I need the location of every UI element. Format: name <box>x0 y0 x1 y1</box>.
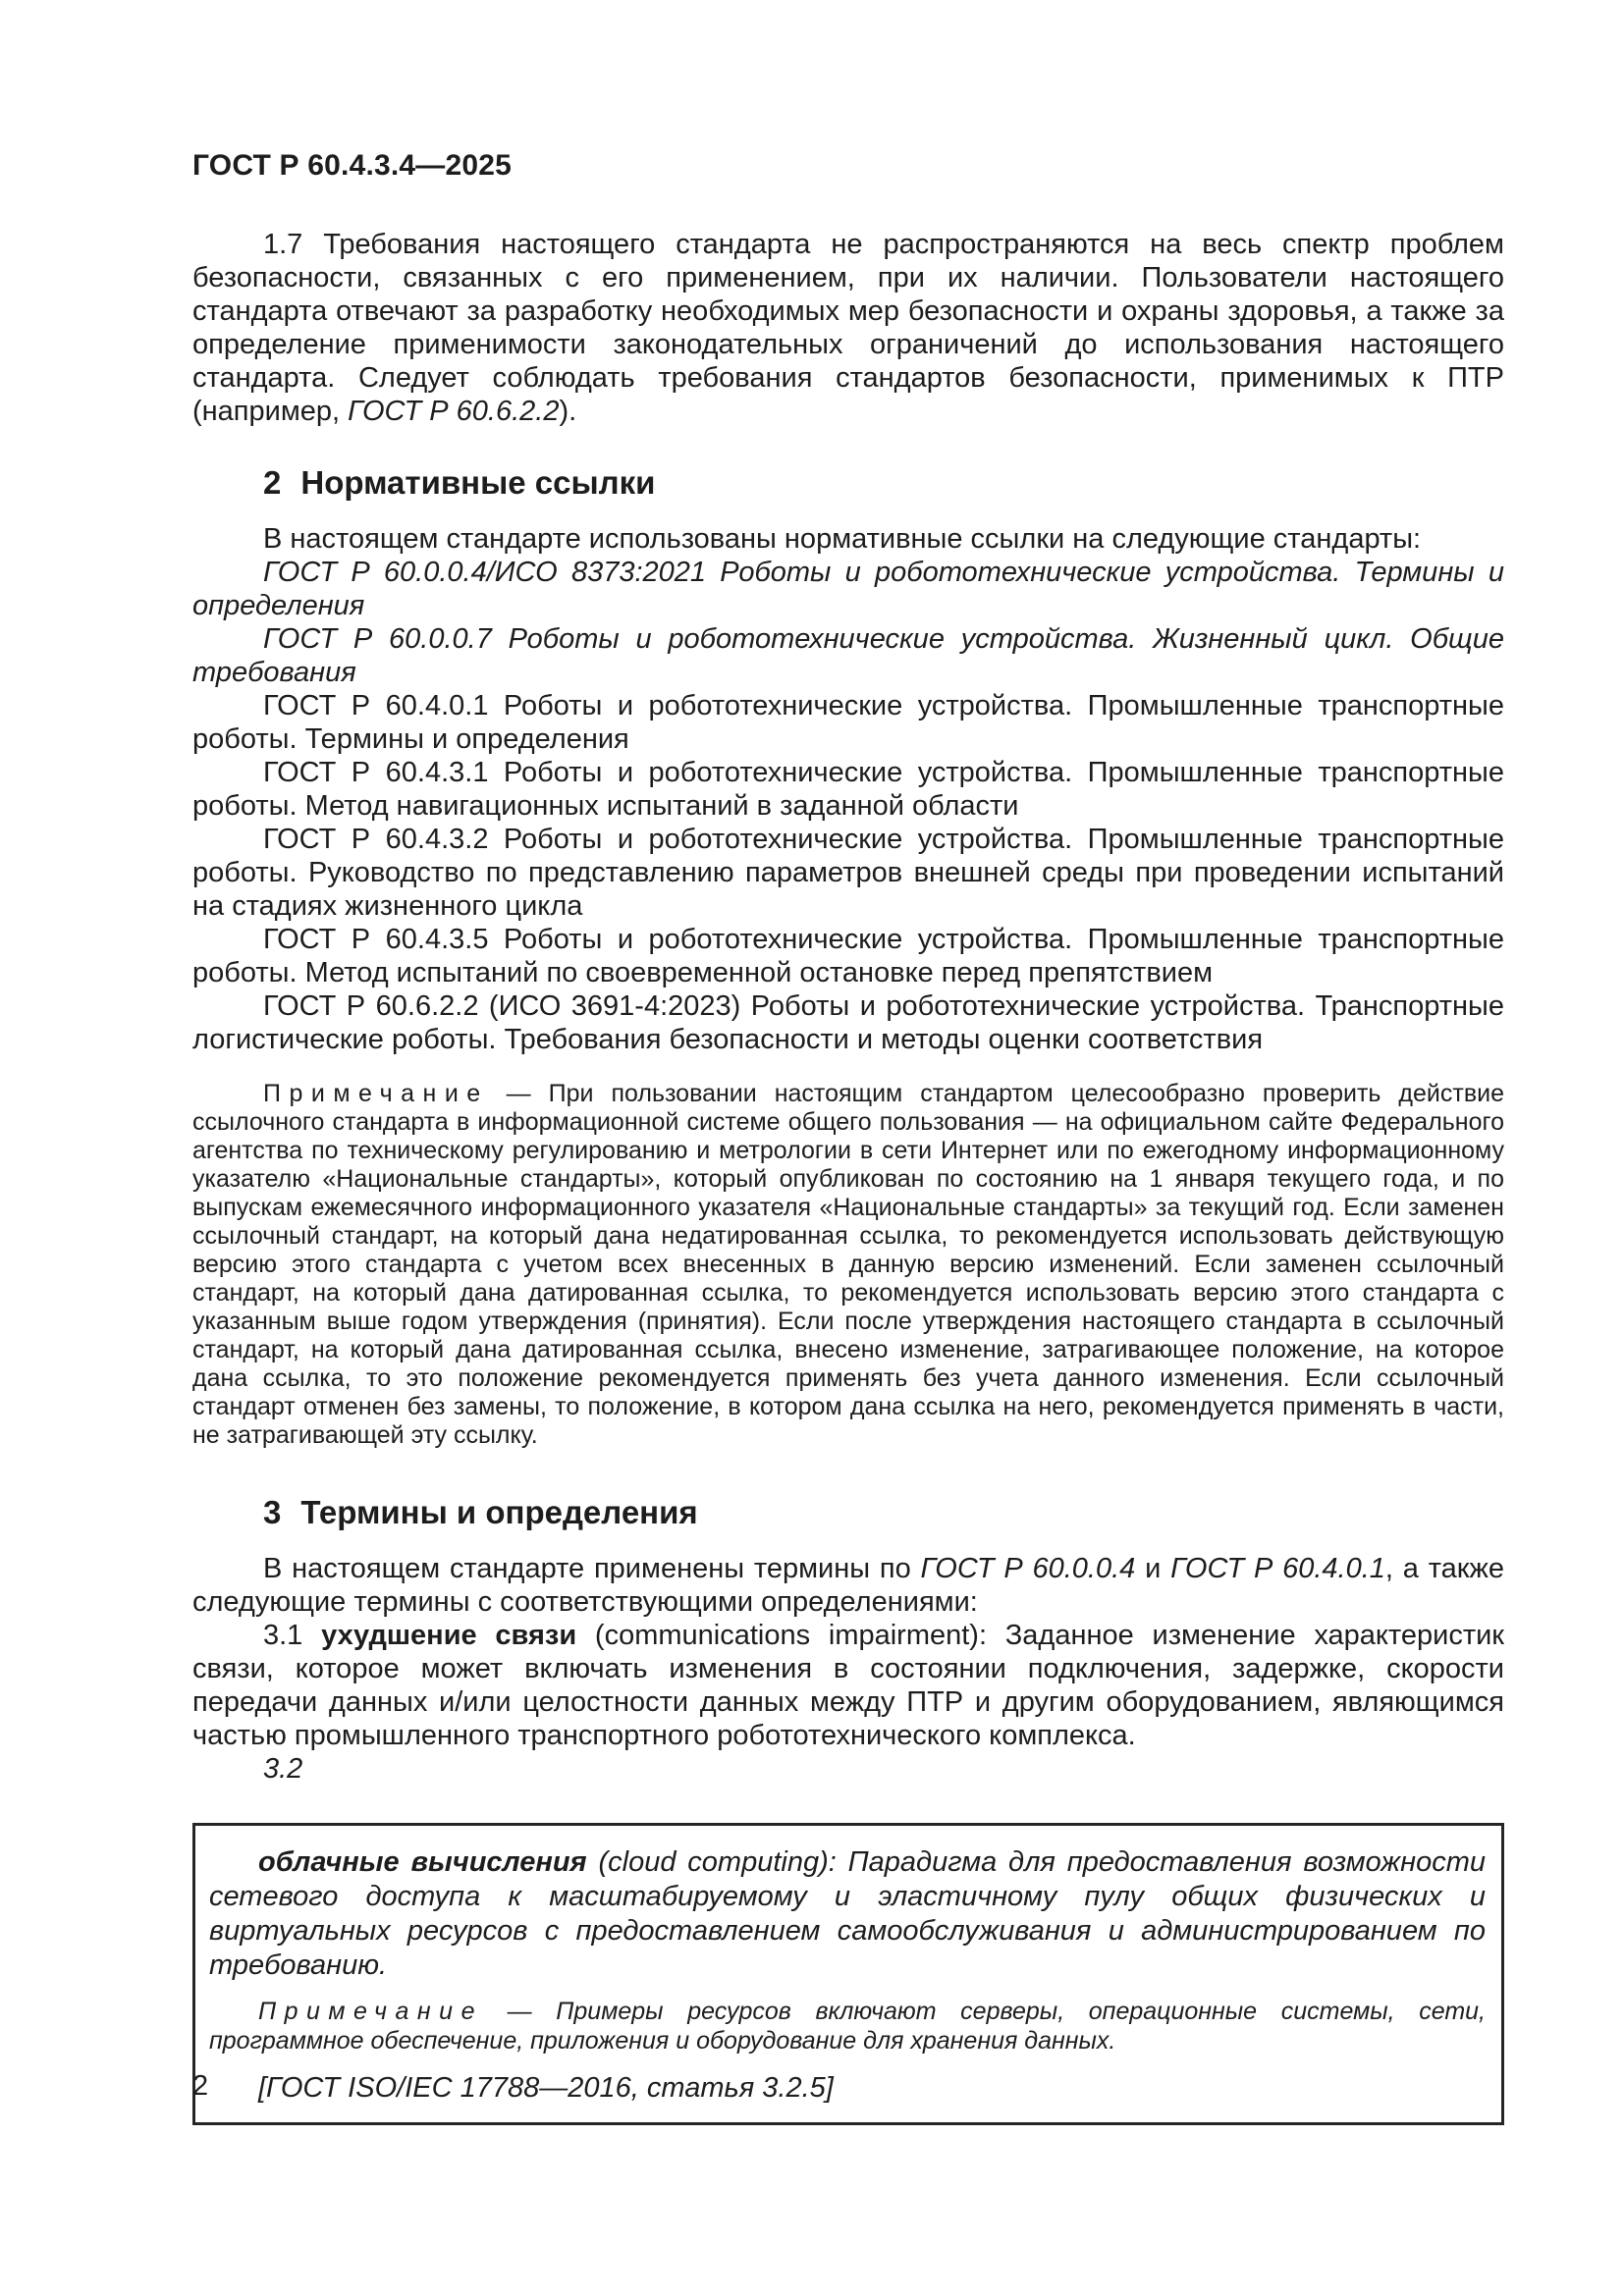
term-3-2-definition <box>209 1845 1486 1983</box>
section-3-intro-tail: , а также следующие термины с соответствующими определениями: <box>192 1553 1504 1618</box>
standard-ref-60-6-2-2: ГОСТ Р 60.6.2.2 <box>348 396 560 427</box>
term-3-1-number: 3.1 <box>263 1620 322 1651</box>
box-note-body: Примеры ресурсов включают серверы, операционные системы, сети, программное обеспечение, приложения и оборудование для хранения данных. <box>209 1998 1486 2055</box>
section-2-title: Нормативные ссылки <box>300 464 656 501</box>
reference-item: ГОСТ Р 60.4.3.2 Роботы и робототехнические устройства. Промышленные транспортные роботы. Руководство по представлению параметров внешней среды при проведении испытаний на стадиях жизненного цикла <box>192 824 1504 922</box>
term-3-2-english: (cloud computing): <box>586 1846 848 1878</box>
term-3-1-english: (communications impairment): <box>576 1620 1005 1651</box>
term-3-1 <box>192 1619 1504 1752</box>
section-2-intro: В настоящем стандарте использованы нормативные ссылки на следующие стандарты: <box>263 523 1422 555</box>
box-note-dash: — <box>482 1998 557 2025</box>
standard-ref-60-0-0-4: ГОСТ Р 60.0.0.4 <box>920 1553 1136 1584</box>
note-dash: — <box>488 1080 549 1107</box>
section-3-intro-pre: В настоящем стандарте применены термины по <box>263 1553 921 1584</box>
section-2-heading <box>192 461 1504 505</box>
section-3-intro-mid: и <box>1135 1553 1171 1584</box>
reference-item: ГОСТ Р 60.0.0.4/ИСО 8373:2021 Роботы и робототехнические устройства. Термины и определения <box>192 557 1504 621</box>
paragraph-1-7-tail: ). <box>559 396 577 427</box>
paragraph-1-7-text: 1.7 Требования настоящего стандарта не распространяются на весь спектр проблем безопасности, связанных с его применением, при их наличии. Пользователи настоящего стандарта отвечают за разработку необходимых мер безопасности и охраны здоровья, а также за определение применимости законодательных ограничений до использования настоящего стандарта. Следует соблюдать требования стандартов безопасности, применимых к ПТР (например, <box>192 229 1504 427</box>
standard-ref-60-4-0-1: ГОСТ Р 60.4.0.1 <box>1170 1553 1385 1584</box>
paragraph-1-7 <box>192 228 1504 428</box>
reference-item: ГОСТ Р 60.4.3.5 Роботы и робототехнические устройства. Промышленные транспортные роботы. Метод испытаний по своевременной остановке перед препятствием <box>192 924 1504 988</box>
definition-source: [ГОСТ ISO/IEC 17788—2016, статья 3.2.5] <box>258 2072 834 2104</box>
running-head: ГОСТ Р 60.4.3.4—2025 <box>192 149 513 182</box>
section-3-number: 3 <box>263 1494 282 1530</box>
reference-item: ГОСТ Р 60.4.3.1 Роботы и робототехнические устройства. Промышленные транспортные роботы. Метод навигационных испытаний в заданной области <box>192 757 1504 822</box>
reference-item: ГОСТ Р 60.4.0.1 Роботы и робототехнические устройства. Промышленные транспортные роботы. Термины и определения <box>192 690 1504 755</box>
reference-item: ГОСТ Р 60.0.0.7 Роботы и робототехнические устройства. Жизненный цикл. Общие требования <box>192 623 1504 688</box>
note-label: Примечание <box>263 1080 489 1107</box>
term-3-2-number: 3.2 <box>263 1753 303 1785</box>
note-body: При пользовании настоящим стандартом целесообразно проверить действие ссылочного стандарта в информационной системе общего пользования — на официальном сайте Федерального агентства по техническому регулированию и метрологии в сети Интернет или по ежегодному информационному указателю «Национальные стандарты», который опубликован по состоянию на 1 января текущего года, и по выпускам ежемесячного информационного указателя «Национальные стандарты» за текущий год. Если заменен ссылочный стандарт, на который дана недатированная ссылка, то рекомендуется использовать действующую версию этого стандарта с учетом всех внесенных в данную версию изменений. Если заменен ссылочный стандарт, на который дана датированная ссылка, то рекомендуется использовать версию этого стандарта с указанным выше годом утверждения (принятия). Если после утверждения настоящего стандарта в ссылочный стандарт, на который дана датированная ссылка, внесено изменение, затрагивающее положение, на которое дана ссылка, то это положение рекомендуется применять без учета данного изменения. Если ссылочный стандарт отменен без замены, то положение, в котором дана ссылка на него, рекомендуется применять в части, не затрагивающей эту ссылку. <box>192 1080 1504 1449</box>
box-note-label: Примечание <box>258 1998 483 2025</box>
term-3-2-definition-text: Парадигма для предоставления возможности сетевого доступа к масштабируемому и эластичному пулу общих физических и виртуальных ресурсов с предоставлением самообслуживания и администрированием по требованию. <box>209 1846 1486 1981</box>
term-3-2-term: облачные вычисления <box>258 1846 587 1878</box>
page-number: 2 <box>192 2070 209 2102</box>
section-3-title: Термины и определения <box>300 1494 698 1530</box>
section-2-note <box>192 1080 1504 1450</box>
definition-box <box>192 1823 1504 2125</box>
reference-item: ГОСТ Р 60.6.2.2 (ИСО 3691-4:2023) Роботы и робототехнические устройства. Транспортные логистические роботы. Требования безопасности и методы оценки соответствия <box>192 990 1504 1055</box>
section-2-number: 2 <box>263 464 282 501</box>
definition-box-note <box>209 1997 1486 2056</box>
section-3-intro <box>192 1552 1504 1619</box>
term-3-1-term: ухудшение связи <box>321 1620 577 1651</box>
term-3-1-definition: Заданное изменение характеристик связи, которое может включать изменения в состоянии подключения, задержке, скорости передачи данных и/или целостности данных между ПТР и другим оборудованием, являющимся частью промышленного транспортного робототехнического комплекса. <box>192 1620 1504 1751</box>
section-3-heading <box>192 1491 1504 1534</box>
